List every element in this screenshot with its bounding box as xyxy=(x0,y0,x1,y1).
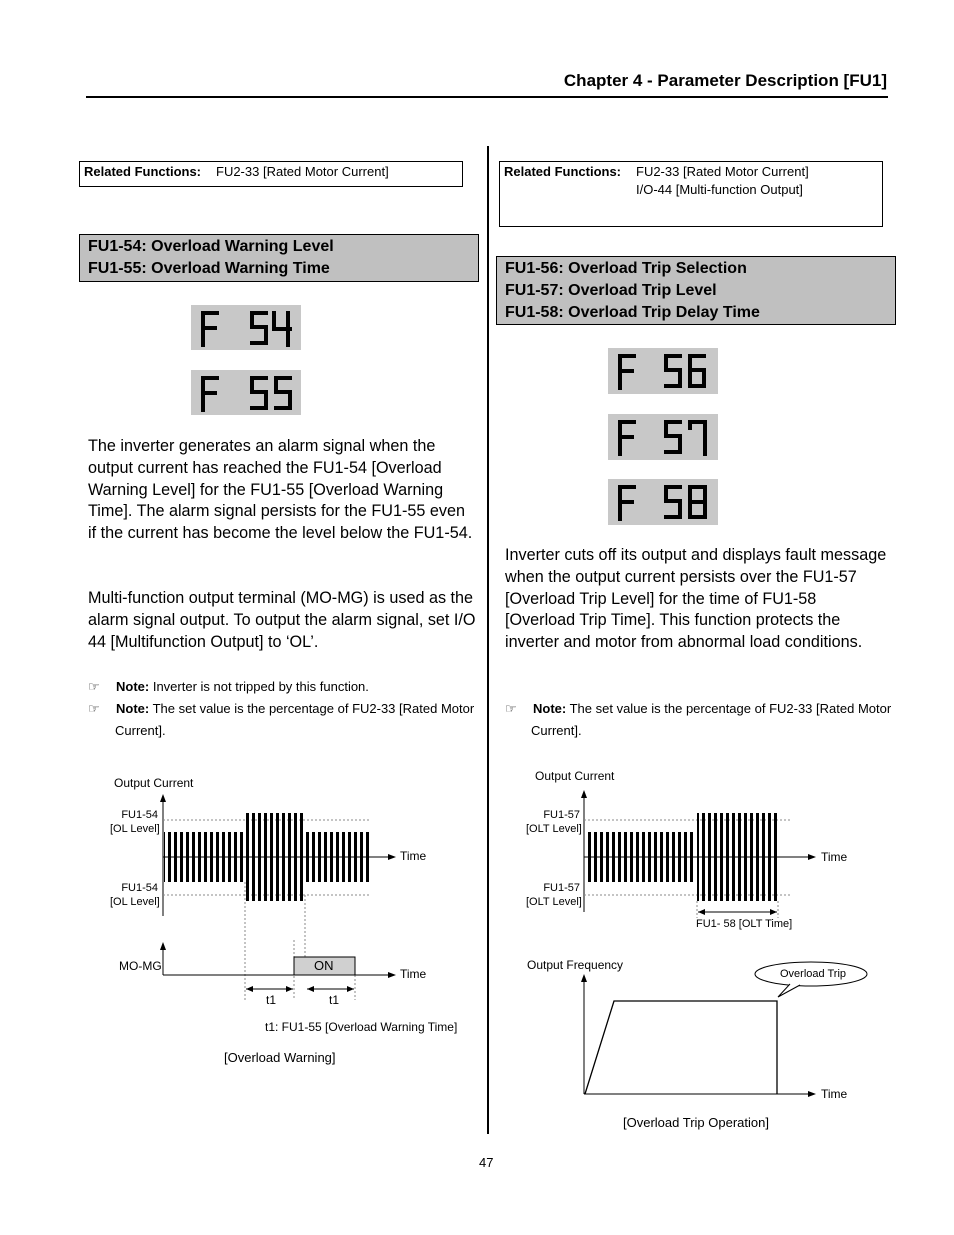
right-note-continuation: Current]. xyxy=(531,723,582,738)
section-title-fu1-54: FU1-54: Overload Warning Level xyxy=(88,238,334,255)
level-label-line: FU1-54 xyxy=(121,882,158,894)
chapter-title: Chapter 4 - Parameter Description [FU1] xyxy=(563,71,887,90)
left-time-label-2: Time xyxy=(400,967,427,981)
section-title-fu1-55: FU1-55: Overload Warning Time xyxy=(88,260,330,277)
note-text: The set value is the percentage of FU2-33 [Rated Motor xyxy=(569,701,892,716)
right-paragraph-1: Inverter cuts off its output and displays fault message when the output current persists over the FU1-57 [Overload Trip Level] for the time of FU1-58 [Overload Trip Time]. This function protects the inverter and motor from abnormal load conditions. xyxy=(505,546,887,652)
level-label-line: [OL Level] xyxy=(110,823,160,835)
left-diagram-caption: [Overload Warning] xyxy=(224,1050,336,1065)
current-waveform-normal xyxy=(586,832,695,882)
level-label-line: FU1-54 xyxy=(121,809,158,821)
t1-label-b: t1 xyxy=(329,993,340,1007)
level-label-line: FU1-57 xyxy=(543,809,580,821)
level-label-line: [OL Level] xyxy=(110,896,160,908)
left-paragraph-2: Multi-function output terminal (MO-MG) is used as the alarm signal output. To output the alarm signal, set I/O 44 [Multifunction Output] to ‘OL’. xyxy=(88,589,476,651)
t1-label-a: t1 xyxy=(266,993,277,1007)
related-functions-value-2: I/O-44 [Multi-function Output] xyxy=(636,182,803,197)
left-time-label-1: Time xyxy=(400,849,427,863)
pointing-hand-icon: ☞ xyxy=(505,701,517,716)
section-title-fu1-56: FU1-56: Overload Trip Selection xyxy=(505,260,747,277)
note-text: The set value is the percentage of FU2-33 [Rated Motor xyxy=(152,701,475,716)
level-label-line: [OLT Level] xyxy=(526,823,582,835)
output-frequency-label: Output Frequency xyxy=(527,958,624,972)
right-lower-level-label xyxy=(526,881,580,909)
right-diagram-caption: [Overload Trip Operation] xyxy=(623,1115,769,1130)
pointing-hand-icon: ☞ xyxy=(88,679,100,694)
related-functions-value: FU2-33 [Rated Motor Current] xyxy=(216,164,389,179)
note-label: Note: xyxy=(116,701,150,716)
pointing-hand-icon: ☞ xyxy=(88,701,100,716)
note-label: Note: xyxy=(533,701,567,716)
olt-time-label: FU1- 58 [OLT Time] xyxy=(696,918,793,930)
current-waveform-overload xyxy=(697,813,779,901)
output-frequency-curve xyxy=(585,1001,777,1094)
right-upper-level-label xyxy=(526,808,580,836)
left-note-2-continuation: Current]. xyxy=(115,723,166,738)
related-functions-label: Related Functions: xyxy=(504,164,622,179)
right-time-label-1: Time xyxy=(821,850,848,864)
note-label: Note: xyxy=(116,679,150,694)
on-label: ON xyxy=(314,958,334,973)
right-time-label-2: Time xyxy=(821,1087,848,1101)
section-title-fu1-58: FU1-58: Overload Trip Delay Time xyxy=(505,304,760,321)
t1-legend: t1: FU1-55 [Overload Warning Time] xyxy=(265,1020,458,1034)
related-functions-label: Related Functions: xyxy=(84,164,202,179)
note-text: Inverter is not tripped by this function. xyxy=(152,679,369,694)
right-y-axis-label: Output Current xyxy=(535,769,615,783)
page-number: 47 xyxy=(479,1155,494,1170)
overload-trip-label: Overload Trip xyxy=(780,968,847,980)
level-label-line: FU1-57 xyxy=(543,882,580,894)
section-title-fu1-57: FU1-57: Overload Trip Level xyxy=(505,282,717,299)
related-functions-value-1: FU2-33 [Rated Motor Current] xyxy=(636,164,809,179)
level-label-line: [OLT Level] xyxy=(526,896,582,908)
mo-mg-label: MO-MG xyxy=(119,959,162,973)
left-y-axis-label: Output Current xyxy=(114,776,194,790)
left-paragraph-1: The inverter generates an alarm signal when the output current has reached the FU1-54 [Overload Warning Level] for the FU1-55 [Overload Warning Time]. The alarm signal persists for the FU1-55 even if the current has become the level below the FU1-54. xyxy=(88,437,473,543)
